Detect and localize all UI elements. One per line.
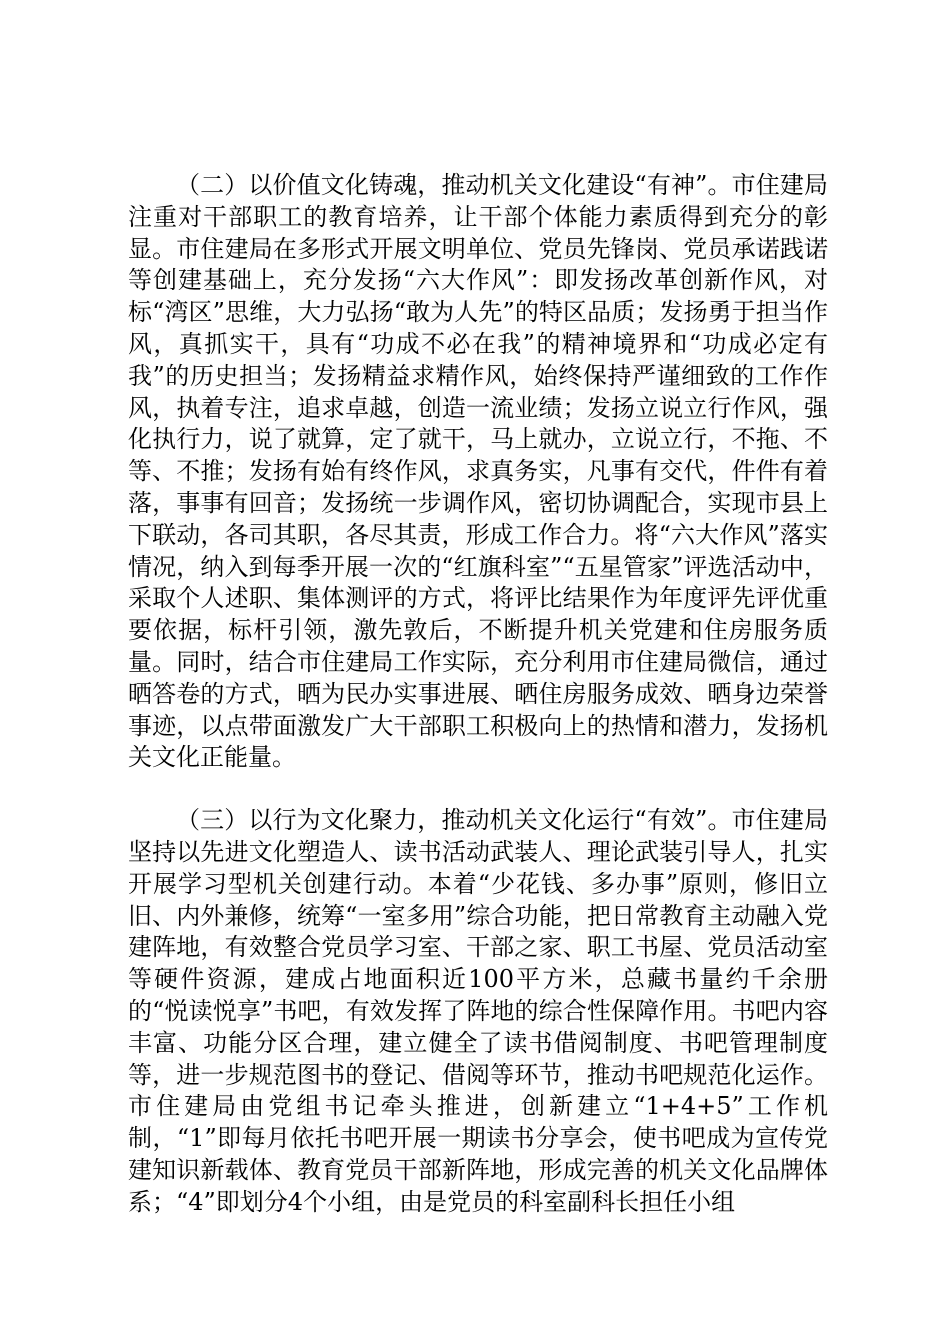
document-body bbox=[128, 170, 828, 1219]
paragraph-value-culture: （二）以价值文化铸魂，推动机关文化建设“有神”。市住建局注重对干部职工的教育培养，让干部个体能力素质得到充分的彰显。市住建局在多形式开展文明单位、党员先锋岗、党员承诺践诺等创建基础上，充分发扬“六大作风”：即发扬改革创新作风，对标“湾区”思维，大力弘扬“敢为人先”的特区品质；发扬勇于担当作风，真抓实干，具有“功成不必在我”的精神境界和“功成必定有我”的历史担当；发扬精益求精作风，始终保持严谨细致的工作作风，执着专注，追求卓越，创造一流业绩；发扬立说立行作风，强化执行力，说了就算，定了就干，马上就办，立说立行，不拖、不等、不推；发扬有始有终作风，求真务实，凡事有交代，件件有着落，事事有回音；发扬统一步调作风，密切协调配合，实现市县上下联动，各司其职，各尽其责，形成工作合力。将“六大作风”落实情况，纳入到每季开展一次的“红旗科室”“五星管家”评选活动中，采取个人述职、集体测评的方式，将评比结果作为年度评先评优重要依据，标杆引领，激先敦后，不断提升机关党建和住房服务质量。同时，结合市住建局工作实际，充分利用市住建局微信，通过晒答卷的方式，晒为民办实事进展、晒住房服务成效、晒身边荣誉事迹，以点带面激发广大干部职工积极向上的热情和潜力，发扬机关文化正能量。 bbox=[128, 171, 828, 772]
paragraph-behavior-culture: （三）以行为文化聚力，推动机关文化运行“有效”。市住建局坚持以先进文化塑造人、读书活动武装人、理论武装引导人，扎实开展学习型机关创建行动。本着“少花钱、多办事”原则，修旧立旧、内外兼修，统筹“一室多用”综合功能，把日常教育主动融入党建阵地，有效整合党员学习室、干部之家、职工书屋、党员活动室等硬件资源，建成占地面积近100平方米，总藏书量约千余册的“悦读悦享”书吧，有效发挥了阵地的综合性保障作用。书吧内容丰富、功能分区合理，建立健全了读书借阅制度、书吧管理制度等，进一步规范图书的登记、借阅等环节，推动书吧规范化运作。市住建局由党组书记牵头推进，创新建立“1+4+5”工作机制，“1”即每月依托书吧开展一期读书分享会，使书吧成为宣传党建知识新载体、教育党员干部新阵地，形成完善的机关文化品牌体系；“4”即划分4个小组，由是党员的科室副科长担任小组 bbox=[128, 806, 828, 1216]
